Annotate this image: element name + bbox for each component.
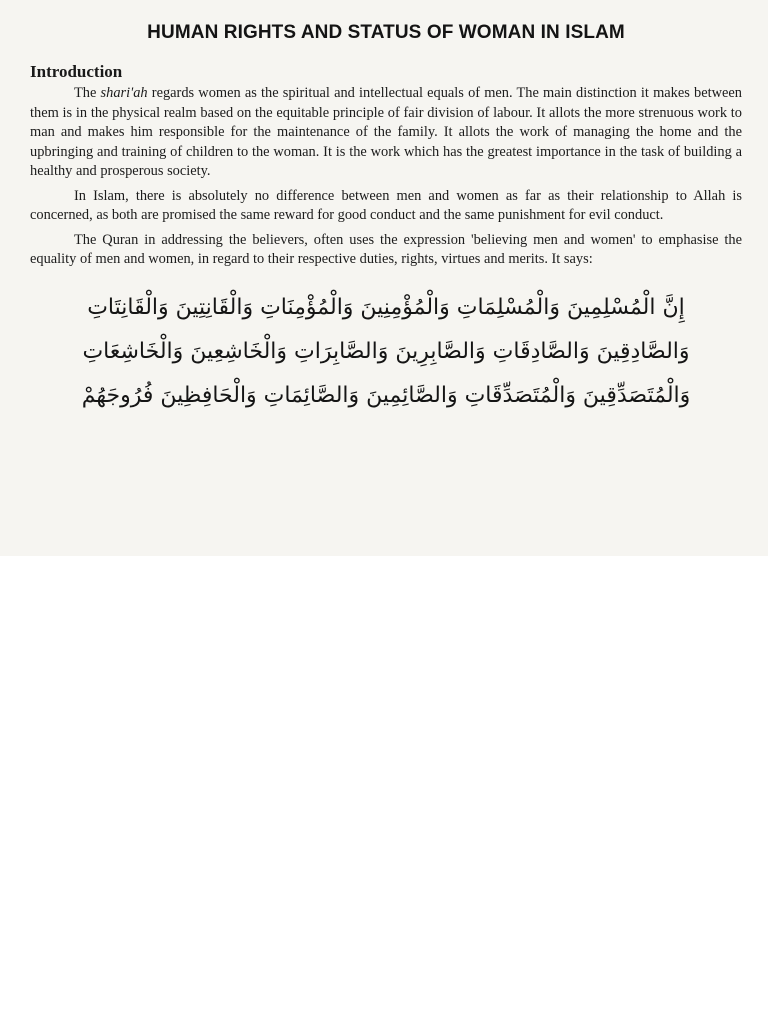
arabic-line-3: وَالْمُتَصَدِّقِينَ وَالْمُتَصَدِّقَاتِ وَالصَّائِمِينَ وَالصَّائِمَاتِ وَالْحَافِظِينَ فُرُوجَهُمْ — [81, 382, 691, 408]
arabic-line-1: إِنَّ الْمُسْلِمِينَ وَالْمُسْلِمَاتِ وَالْمُؤْمِنِينَ وَالْمُؤْمِنَاتِ وَالْقَانِتِينَ وَالْقَانِتَاتِ — [87, 294, 685, 320]
paragraph-2: In Islam, there is absolutely no difference between men and women as far as their relationship to Allah is concerned, as both are promised the same reward for good conduct and the same punishment for evil conduct. — [30, 187, 742, 223]
document-title: HUMAN RIGHTS AND STATUS OF WOMAN IN ISLAM — [147, 22, 625, 43]
paragraph-3: The Quran in addressing the believers, often uses the expression 'believing men and women' to emphasise the equality of men and women, in regard to their respective duties, rights, virtues and merits. It says: — [30, 231, 742, 267]
paragraph-1-body: regards women as the spiritual and intellectual equals of men. The main distinction it makes between them is in the physical realm based on the equitable principle of fair division of labour. It allots the more strenuous work to man and makes him responsible for the maintenance of the family. It allots the work of managing the home and the upbringing and training of children to the woman. It is the work which has the greatest importance in the task of building a healthy and prosperous society. — [30, 85, 742, 179]
paragraph-1 — [30, 84, 742, 182]
section-heading: Introduction — [30, 62, 123, 81]
term-shariah: shari'ah — [100, 85, 148, 101]
arabic-line-2: وَالصَّادِقِينَ وَالصَّادِقَاتِ وَالصَّابِرِينَ وَالصَّابِرَاتِ وَالْخَاشِعِينَ وَالْخَاشِعَاتِ — [82, 338, 690, 364]
paragraph-1-lead: The — [74, 85, 101, 101]
quran-verse — [30, 286, 742, 418]
